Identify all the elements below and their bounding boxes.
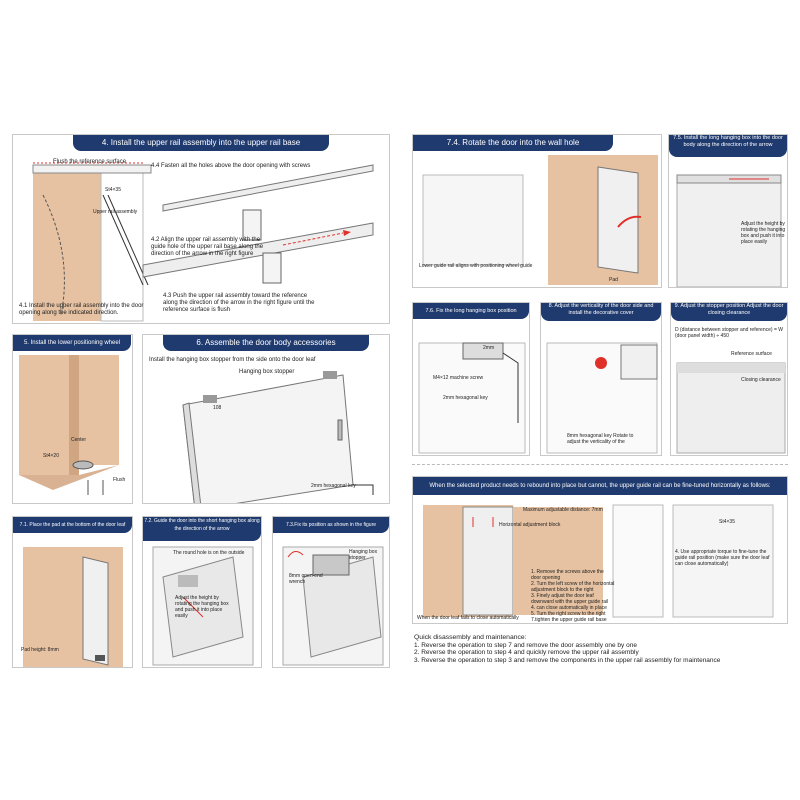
rail-label: Upper rail assembly <box>93 209 138 215</box>
screw-label-5: St4×20 <box>43 453 59 459</box>
stopper-label: Hanging box stopper <box>239 369 295 375</box>
step5-title: 5. Install the lower positioning wheel <box>13 335 131 351</box>
screw-label-r: St4×35 <box>719 519 735 525</box>
step8-title: 8. Adjust the verticality of the door side and install the decorative cover <box>541 303 661 321</box>
step7-1-title: 7.1. Place the pad at the bottom of the door leaf <box>13 517 132 533</box>
center-label: Center <box>71 437 87 443</box>
step4-2-text: 4.2 Align the upper rail assembly with the guide hole of the upper rail base along the direction of the arrow in the right figure <box>151 237 264 257</box>
step4-1-text: 4.1 Install the upper rail assembly into the door opening along the indicated direction. <box>19 303 144 316</box>
step4-title: 4. Install the upper rail assembly into the upper rail base <box>73 135 329 151</box>
round-hole-label: The round hole is on the outside <box>173 550 245 556</box>
key-label: 2mm hexagonal key <box>311 483 356 489</box>
step8-panel <box>540 302 662 456</box>
step7-3-panel <box>272 516 390 668</box>
stopper-label-73: Hanging box stopper <box>349 549 378 561</box>
distance-label: D (distance between stopper and reference) = W (door panel width) ÷ 450 <box>675 327 783 339</box>
step7-2-panel <box>142 516 262 668</box>
pad-label: Pad height: 8mm <box>21 647 59 653</box>
rebound-panel <box>412 476 788 624</box>
quick-title: Quick disassembly and maintenance: <box>414 634 527 641</box>
step7-6-panel <box>412 302 530 456</box>
step7-1-illustration <box>13 517 133 668</box>
rebound-title: When the selected product needs to rebound into place but cannot, the upper guide rail can be fine-tuned horizontally as follows: <box>413 477 787 495</box>
step7-2-title: 7.2. Guide the door into the short hanging box along the direction of the arrow <box>143 517 261 541</box>
step6-title: 6. Assemble the door body accessories <box>163 335 369 351</box>
rebound-steps: 1. Remove the screws above the door opening 2. Turn the left screw of the horizontal adjustment block to the right 3. Finely adjust the door leaf downward with the upper guide rail 4. can close automatically in place 5. Turn the right screw to the right 7.tighten the upper guide rail base <box>531 569 615 623</box>
adjust-label-75: Adjust the height by rotating the hanging box and push it into place easily <box>741 221 786 245</box>
clearance-label: Closing clearance <box>741 377 781 383</box>
step4-4-text: 4.4 Fasten all the holes above the door opening with screws <box>151 163 311 169</box>
step9-panel <box>670 302 788 456</box>
step4-3-text: 4.3 Push the upper rail assembly toward the reference along the direction of the arrow in the right figure until the reference surface is flush <box>163 293 315 313</box>
key-label-76: 2mm hexagonal key <box>443 395 488 401</box>
quick-line3: 3. Reverse the operation to step 3 and remove the components in the upper rail assembly for maintenance <box>414 656 721 664</box>
max-distance-label: Maximum adjustable distance: 7mm <box>523 507 603 513</box>
flush-label: Flush the reference surface <box>53 159 127 165</box>
step7-4-panel <box>412 134 662 288</box>
reference-label: Reference surface <box>731 351 772 357</box>
step6-instruction: Install the hanging box stopper from the side onto the door leaf <box>149 357 316 363</box>
step7-1-panel <box>12 516 133 668</box>
block-label: Horizontal adjustment block <box>499 522 561 528</box>
step6-panel <box>142 334 390 504</box>
step9-title: 9. Adjust the stopper position Adjust the door closing clearance <box>671 303 787 321</box>
step7-5-panel <box>668 134 788 288</box>
adjust-label-72: Adjust the height by rotating the hanging box and push it into place easily <box>175 595 229 619</box>
pad-label-74: Pad <box>609 277 618 283</box>
dimension-label: 108 <box>213 405 222 411</box>
step7-5-title: 7.5. Install the long hanging box into the door body along the direction of the arrow <box>669 135 787 157</box>
key-label-8: 8mm hexagonal key Rotate to adjust the verticality of the <box>567 433 634 445</box>
step7-3-illustration <box>273 517 390 668</box>
step4-panel <box>12 134 390 324</box>
step7-5-illustration <box>669 135 788 288</box>
step5-panel <box>12 334 133 504</box>
step7-6-title: 7.6. Fix the long hanging box position <box>413 303 529 319</box>
divider <box>412 464 788 465</box>
dim-label-76: 2mm <box>483 345 495 351</box>
quick-maintenance <box>414 634 794 664</box>
step7-3-title: 7.3.Fix its position as shown in the figure <box>273 517 389 533</box>
quick-line1: 1. Reverse the operation to step 7 and remove the door assembly one by one <box>414 641 637 649</box>
fail-label: When the door leaf fails to close automatically <box>417 615 519 621</box>
screw-label: St4×35 <box>105 187 121 193</box>
tip-label: 4. Use appropriate torque to fine-tune the guide rail position (make sure the door leaf can close automatically) <box>675 549 770 567</box>
step7-2-illustration <box>143 517 262 668</box>
quick-line2: 2. Reverse the operation to step 4 and quickly remove the upper rail assembly <box>414 649 639 656</box>
step7-4-title: 7.4. Rotate the door into the wall hole <box>413 135 613 151</box>
screw-label-76: M4×12 machine screw <box>433 375 484 381</box>
flush-label-5: Flush <box>113 477 126 483</box>
wrench-label: 8mm open-end wrench <box>289 573 323 585</box>
guide-label: Lower guide rail aligns with positioning wheel guide <box>419 263 533 269</box>
